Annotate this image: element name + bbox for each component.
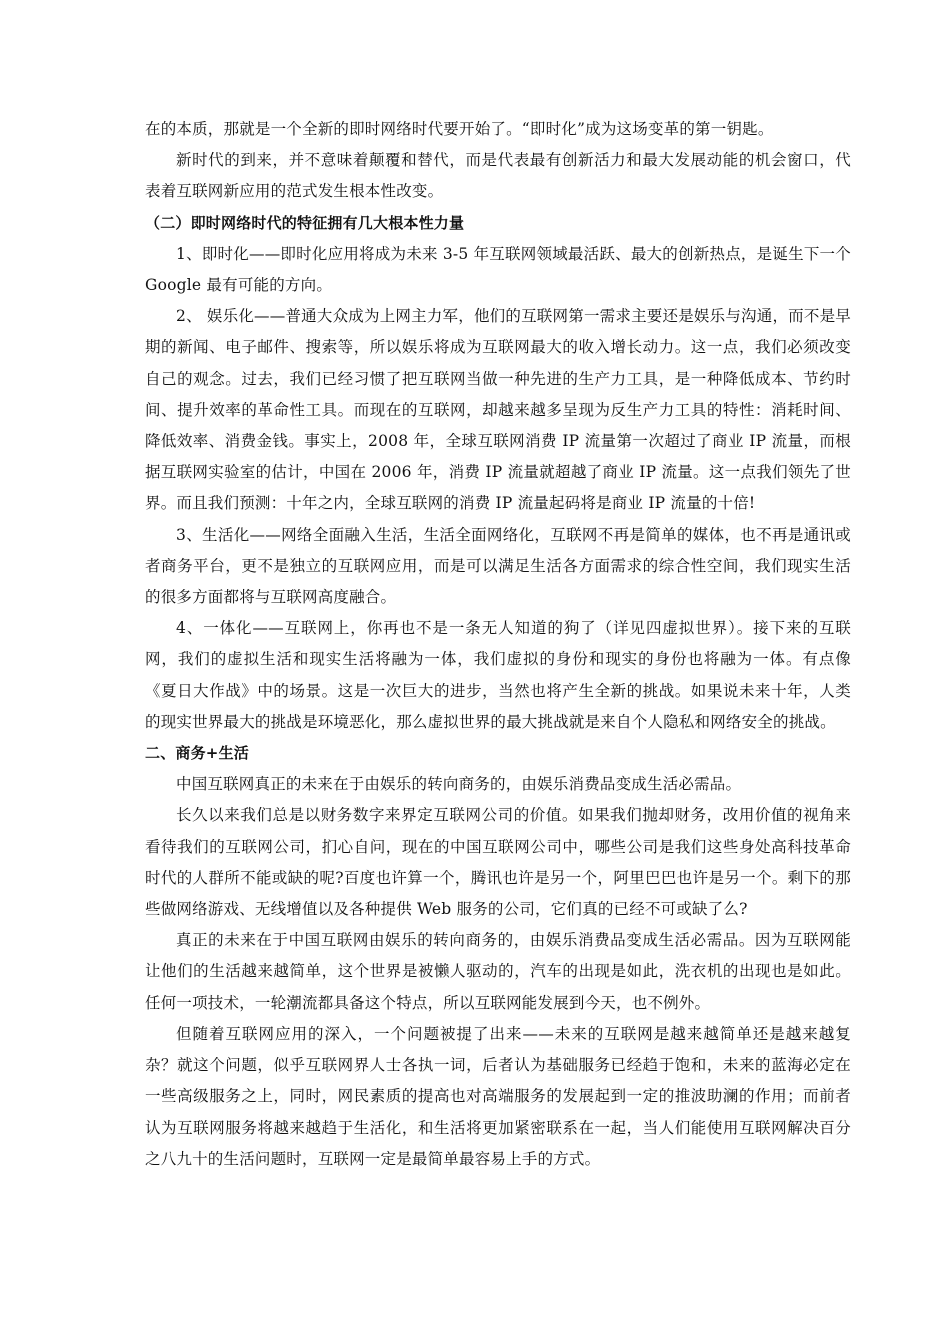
section-heading-features: （二）即时网络时代的特征拥有几大根本性力量 — [145, 213, 465, 232]
document-body — [145, 114, 851, 1175]
paragraph-company-value: 长久以来我们总是以财务数字来界定互联网公司的价值。如果我们抛却财务，改用价值的视角来看待我们的互联网公司，扪心自问，现在的中国互联网公司中，哪些公司是我们这些身处高科技革命时代的人群所不能或缺的呢?百度也许算一个，腾讯也许是另一个，阿里巴巴也许是另一个。剩下的那些做网络游戏、无线增值以及各种提供 Web 服务的公司，它们真的已经不可或缺了么? — [145, 806, 851, 919]
paragraph-true-future: 真正的未来在于中国互联网由娱乐的转向商务的，由娱乐消费品变成生活必需品。因为互联网能让他们的生活越来越简单，这个世界是被懒人驱动的，汽车的出现是如此，洗衣机的出现也是如此。任何一项技术，一轮潮流都具备这个特点，所以互联网能发展到今天，也不例外。 — [145, 931, 851, 1012]
section-heading-commerce-life: 二、商务+生活 — [145, 744, 249, 763]
paragraph-entertainment: 2、 娱乐化——普通大众成为上网主力军，他们的互联网第一需求主要还是娱乐与沟通，而不是早期的新闻、电子邮件、搜索等，所以娱乐将成为互联网最大的收入增长动力。这一点，我们必须改变自己的观念。过去，我们已经习惯了把互联网当做一种先进的生产力工具，是一种降低成本、节约时间、提升效率的革命性工具。而现在的互联网，却越来越多呈现为反生产力工具的特性：消耗时间、降低效率、消费金钱。事实上，2008 年，全球互联网消费 IP 流量第一次超过了商业 IP 流量，而根据互联网实验室的估计，中国在 2006 年，消费 IP 流量就超越了商业 IP 流量。这一点我们领先了世界。而且我们预测：十年之内，全球互联网的消费 IP 流量起码将是商业 IP 流量的十倍! — [145, 307, 851, 513]
paragraph-essence-continuation: 在的本质，那就是一个全新的即时网络时代要开始了。“即时化”成为这场变革的第一钥匙。 — [145, 120, 774, 138]
paragraph-future-commerce: 中国互联网真正的未来在于由娱乐的转向商务的，由娱乐消费品变成生活必需品。 — [176, 775, 742, 794]
paragraph-simple-or-complex: 但随着互联网应用的深入，一个问题被提了出来——未来的互联网是越来越简单还是越来越复杂？就这个问题，似乎互联网界人士各执一词，后者认为基础服务已经趋于饱和，未来的蓝海必定在一些高级服务之上，同时，网民素质的提高也对高端服务的发展起到一定的推波助澜的作用；而前者认为互联网服务将越来越趋于生活化，和生活将更加紧密联系在一起，当人们能使用互联网解决百分之八九十的生活问题时，互联网一定是最简单最容易上手的方式。 — [145, 1024, 851, 1168]
paragraph-lifestyle: 3、生活化——网络全面融入生活，生活全面网络化，互联网不再是简单的媒体，也不再是通讯或者商务平台，更不是独立的互联网应用，而是可以满足生活各方面需求的综合性空间，我们现实生活的很多方面都将与互联网高度融合。 — [145, 525, 851, 607]
paragraph-new-era: 新时代的到来，并不意味着颠覆和替代，而是代表最有创新活力和最大发展动能的机会窗口，代表着互联网新应用的范式发生根本性改变。 — [145, 151, 851, 201]
paragraph-instant: 1、即时化——即时化应用将成为未来 3-5 年互联网领域最活跃、最大的创新热点，是诞生下一个 Google 最有可能的方向。 — [145, 244, 851, 295]
paragraph-integration: 4、一体化——互联网上，你再也不是一条无人知道的狗了（详见四虚拟世界）。接下来的互联网，我们的虚拟生活和现实生活将融为一体，我们虚拟的身份和现实的身份也将融为一体。有点像《夏日大作战》中的场景。这是一次巨大的进步，当然也将产生全新的挑战。如果说未来十年，人类的现实世界最大的挑战是环境恶化，那么虚拟世界的最大挑战就是来自个人隐私和网络安全的挑战。 — [145, 619, 851, 731]
